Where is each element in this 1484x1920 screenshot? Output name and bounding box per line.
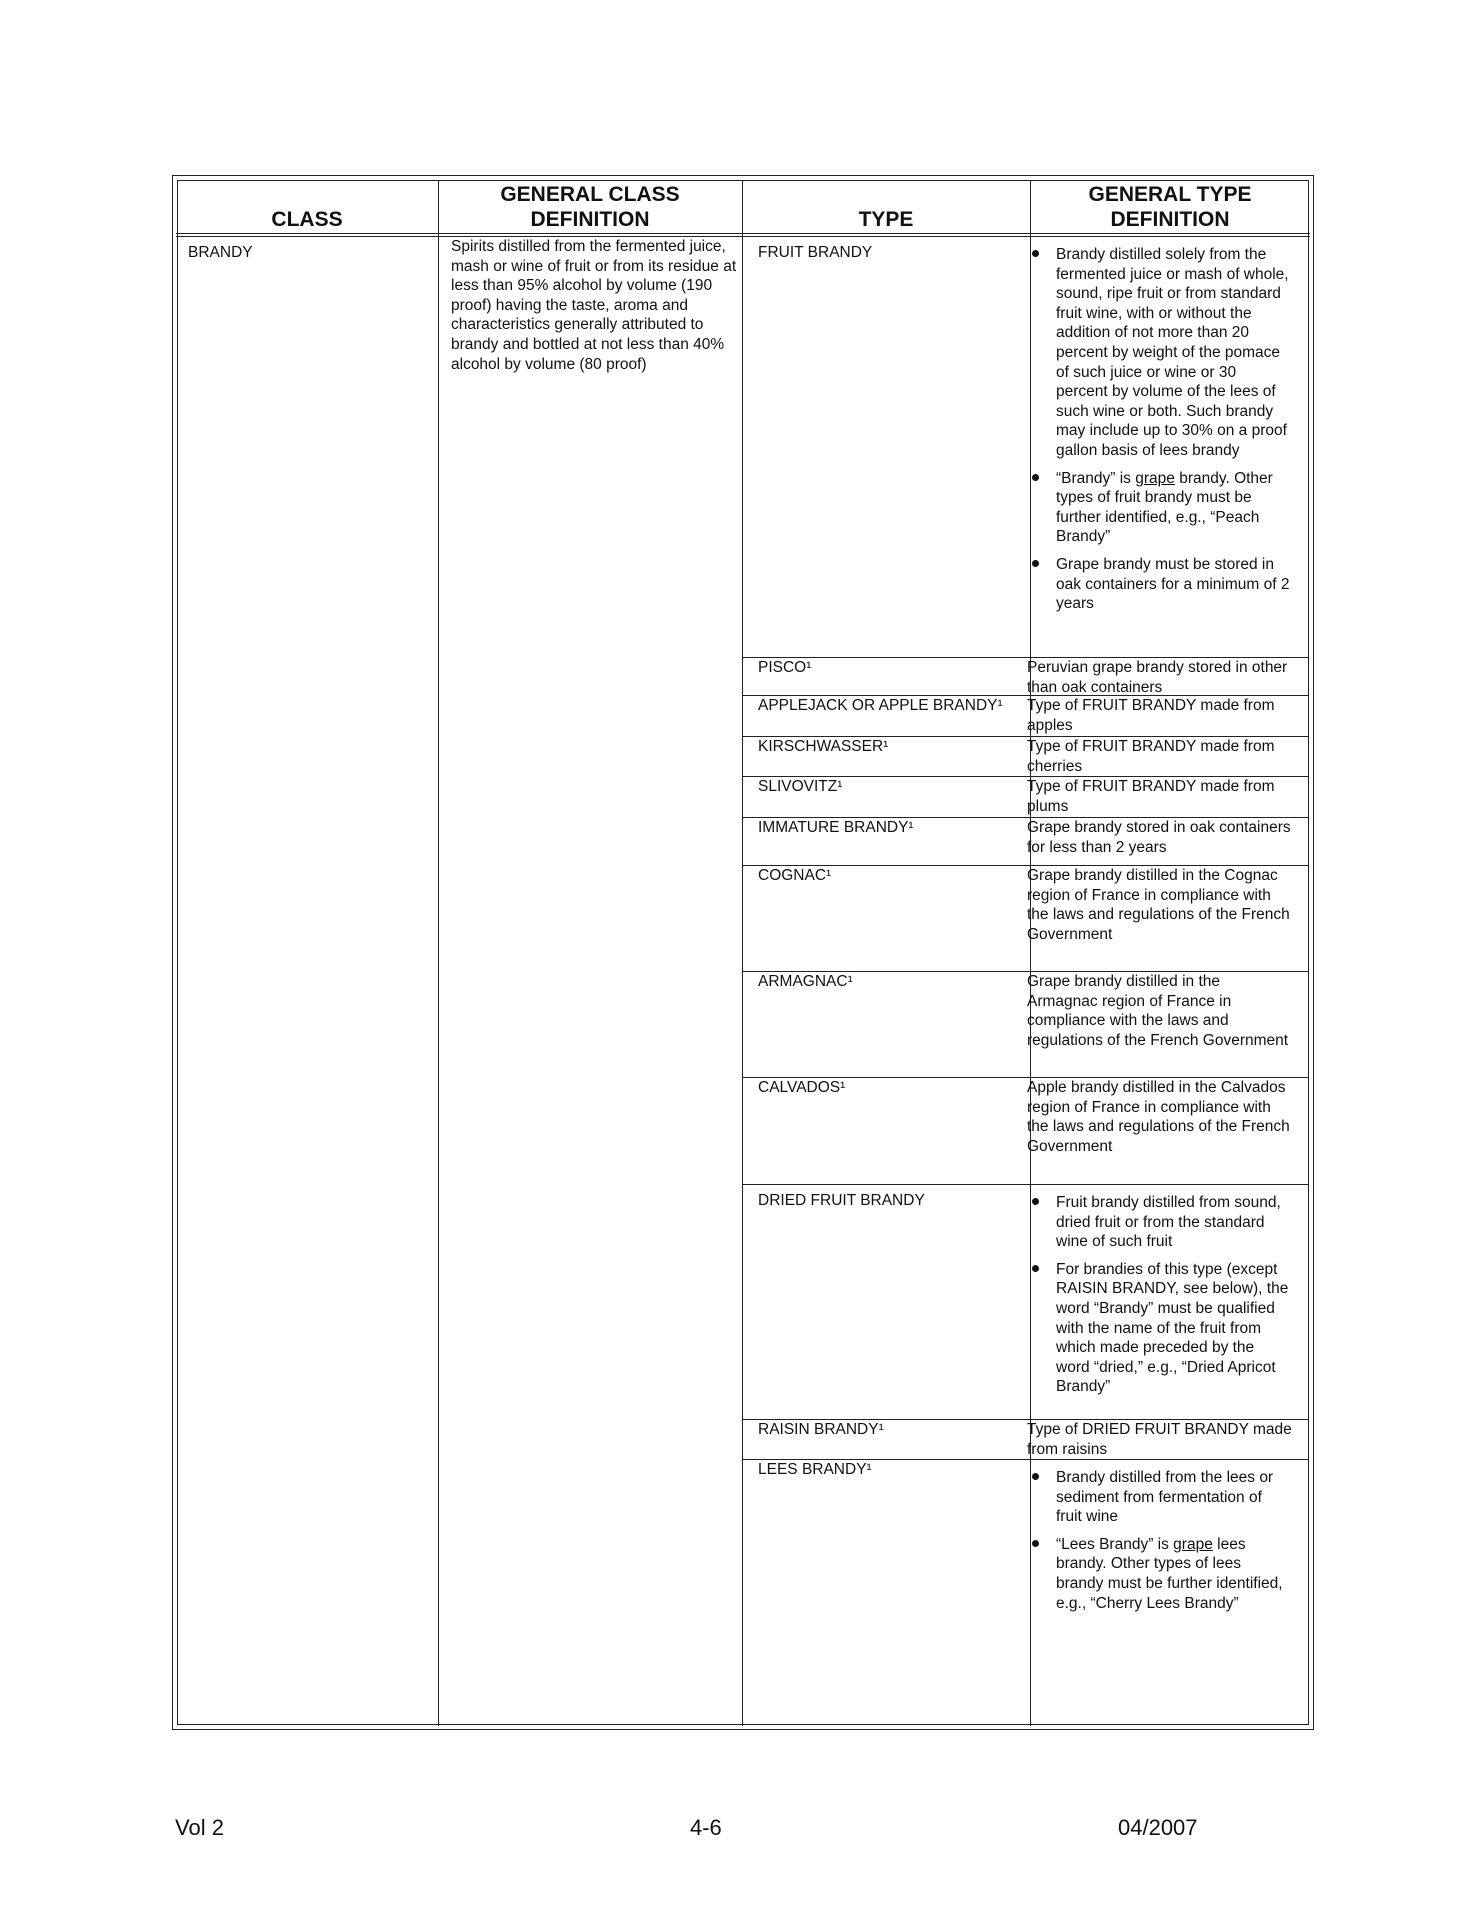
type-definition: Type of FRUIT BRANDY made from cherries [1027,738,1275,775]
footer-date: 04/2007 [1118,1815,1198,1840]
type-name: SLIVOVITZ¹ [758,778,843,795]
type-name: LEES BRANDY¹ [758,1461,872,1478]
table-row [742,865,1309,972]
table-row [742,237,1309,657]
type-name: COGNAC¹ [758,867,832,884]
table-row [742,817,1309,866]
type-definition: Type of FRUIT BRANDY made from apples [1027,697,1275,734]
type-name: KIRSCHWASSER¹ [758,738,889,755]
footer-volume: Vol 2 [175,1815,224,1840]
header-type [742,180,1030,233]
type-definition: Apple brandy distilled in the Calvados region of France in compliance with the laws and regulations of the French Government [1027,1079,1290,1155]
table-row [742,776,1309,818]
class-name: BRANDY [188,244,253,261]
footer-page-number: 4-6 [690,1815,722,1840]
type-definition [1027,245,1292,622]
table-row [742,695,1309,737]
table-row [742,1419,1309,1460]
header-class-label: CLASS [271,208,343,231]
header-gcd-line1: GENERAL CLASS [500,183,680,206]
header-type-label: TYPE [858,208,914,231]
type-definition: Type of FRUIT BRANDY made from plums [1027,778,1275,815]
type-name: FRUIT BRANDY [758,244,873,261]
type-definition: Grape brandy stored in oak containers for less than 2 years [1027,819,1291,856]
table-row [742,657,1309,696]
type-definition: Grape brandy distilled in the Cognac region of France in compliance with the laws and regulations of the French Government [1027,867,1290,943]
type-definition: Peruvian grape brandy stored in other than oak containers [1027,659,1288,696]
type-name: APPLEJACK OR APPLE BRANDY¹ [758,697,1003,714]
type-name: PISCO¹ [758,659,812,676]
header-gtd-line2: DEFINITION [1110,208,1230,231]
table-row [742,971,1309,1078]
type-definition [1027,1468,1292,1621]
table-row [742,736,1309,777]
type-name: DRIED FRUIT BRANDY [758,1192,925,1209]
type-definition: Type of DRIED FRUIT BRANDY made from raisins [1027,1421,1292,1458]
type-name: CALVADOS¹ [758,1079,846,1096]
header-gcd-line2: DEFINITION [530,208,650,231]
type-name: IMMATURE BRANDY¹ [758,819,914,836]
table-row [742,1184,1309,1420]
type-definition: Grape brandy distilled in the Armagnac region of France in compliance with the laws and regulations of the French Government [1027,973,1289,1049]
type-name: RAISIN BRANDY¹ [758,1421,884,1438]
bullet-item: For brandies of this type (except RAISIN BRANDY, see below), the word “Brandy” must be qualified with the name of the fruit from which made preceded by the word “dried,” e.g., “Dried Apricot Brandy” [1027,1260,1292,1397]
table-header [176,180,1310,237]
header-class [176,180,438,233]
bullet-item: Brandy distilled solely from the fermented juice or mash of whole, sound, ripe fruit or from standard fruit wine, with or without the addition of not more than 20 percent by weight of the pomace of such juice or wine or 30 percent by volume of the lees of such wine or both. Such brandy may include up to 30% on a proof gallon basis of lees brandy [1027,245,1292,461]
bullet-item: “Lees Brandy” is grape lees brandy. Other types of lees brandy must be further identified, e.g., “Cherry Lees Brandy” [1027,1535,1292,1613]
bullet-item: Fruit brandy distilled from sound, dried fruit or from the standard wine of such fruit [1027,1193,1292,1252]
header-general-type-definition [1030,180,1310,233]
table-row [742,1077,1309,1185]
type-definition [1027,1193,1292,1405]
col-divider-1 [438,233,439,1726]
class-definition: Spirits distilled from the fermented juice, mash or wine of fruit or from its residue at less than 95% alcohol by volume (190 proof) having the taste, aroma and characteristics generally attributed to brandy and bottled at not less than 40% alcohol by volume (80 proof) [451,238,737,373]
type-name: ARMAGNAC¹ [758,973,853,990]
bullet-item: “Brandy” is grape brandy. Other types of fruit brandy must be further identified, e.g., “Peach Brandy” [1027,469,1292,547]
bullet-item: Grape brandy must be stored in oak containers for a minimum of 2 years [1027,555,1292,614]
table-row [742,1459,1309,1727]
header-gtd-line1: GENERAL TYPE [1088,183,1252,206]
header-general-class-definition [438,180,742,233]
bullet-item: Brandy distilled from the lees or sediment from fermentation of fruit wine [1027,1468,1292,1527]
